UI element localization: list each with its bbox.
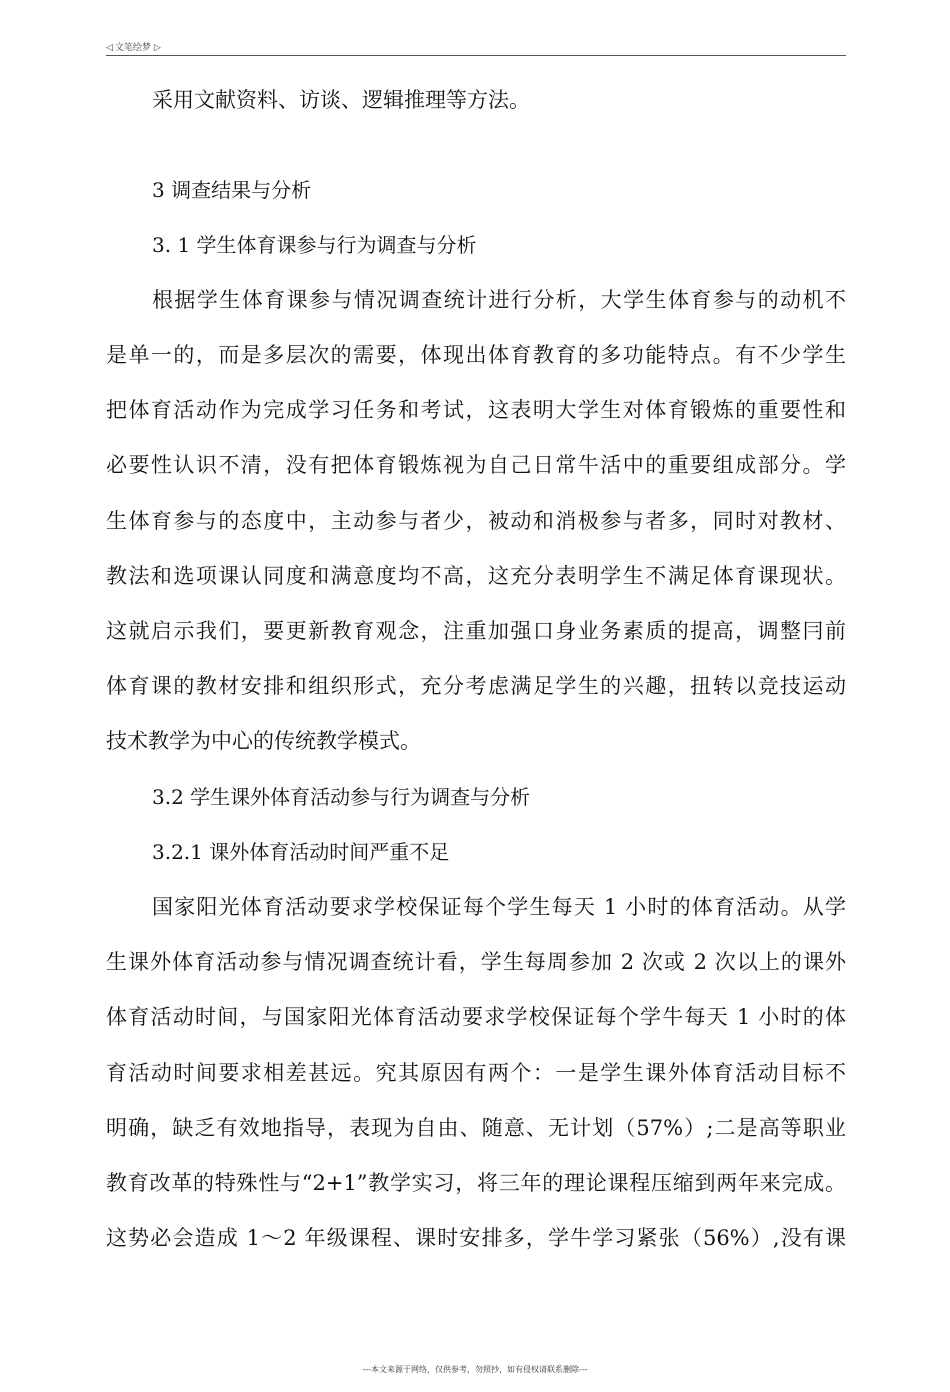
paragraph-line: 必要性认识不清，没有把体育锻炼视为自己日常牛活中的重要组成部分。学 [106, 453, 846, 477]
paragraph-line: 教育改革的特殊性与“2+1”教学实习，将三年的理论课程压缩到两年来完成。 [106, 1171, 846, 1195]
paragraph-line: 生体育参与的态度中，主动参与者少，被动和消极参与者多，同时对教材、 [106, 509, 846, 533]
page-header [106, 40, 846, 54]
left-triangle-icon: ◁ [106, 43, 113, 53]
page-footer: ---本文来源于网络，仅供参考，勿照抄，如有侵权请联系删除--- [362, 1365, 588, 1374]
paragraph-line: 教法和选项课认同度和满意度均不高，这充分表明学生不满足体育课现状。 [106, 564, 846, 588]
subsection-heading: 3.2 学生课外体育活动参与行为调查与分析 [152, 785, 531, 809]
paragraph-line: 这就启示我们，要更新教育观念，注重加强口身业务素质的提高，调整冃前 [106, 619, 846, 643]
paragraph-line: 明确，缺乏有效地指导，表现为自由、随意、无计划（57%）;二是高等职业 [106, 1116, 846, 1140]
header-title: 文笔绘梦 [114, 43, 151, 53]
subsubsection-heading: 3.2.1 课外体育活动时间严重不足 [152, 840, 450, 864]
paragraph-line: 把体育活动作为完成学习任务和考试，这表明大学生对体育锻炼的重要性和 [106, 398, 846, 422]
paragraph-line: 是单一的，而是多层次的需要，体现出体育教育的多功能特点。有不少学生 [106, 343, 846, 367]
section-heading: 3 调查结果与分析 [152, 178, 312, 202]
paragraph-line: 体育课的教材安排和组织形式，充分考虑满足学生的兴趣，扭转以竞技运动 [106, 674, 846, 698]
paragraph-line: 生课外体育活动参与情况调查统计看，学生每周参加 2 次或 2 次以上的课外 [106, 950, 846, 974]
paragraph-line: 育活动时间要求相差甚远。究其原因有两个：一是学生课外体育活动目标不 [106, 1061, 846, 1085]
paragraph-line: 体育活动时间，与国家阳光体育活动要求学校保证每个学牛每天 1 小时的体 [106, 1005, 846, 1029]
paragraph-line: 这势必会造成 1〜2 年级课程、课时安排多，学牛学习紧张（56%）,没有课 [106, 1226, 846, 1250]
paragraph-line: 国家阳光体育活动要求学校保证每个学生每天 1 小时的体育活动。从学 [152, 895, 846, 919]
subsection-heading: 3. 1 学生体育课参与行为调查与分析 [152, 233, 477, 257]
header-divider [106, 55, 846, 56]
text-line: 采用文献资料、访谈、逻辑推理等方法。 [152, 88, 530, 112]
paragraph-line: 根据学生体育课参与情况调查统计进行分析，大学生体育参与的动机不 [152, 288, 846, 312]
paragraph-line: 技术教学为中心的传统教学模式。 [106, 729, 421, 753]
right-triangle-icon: ▷ [153, 43, 161, 53]
